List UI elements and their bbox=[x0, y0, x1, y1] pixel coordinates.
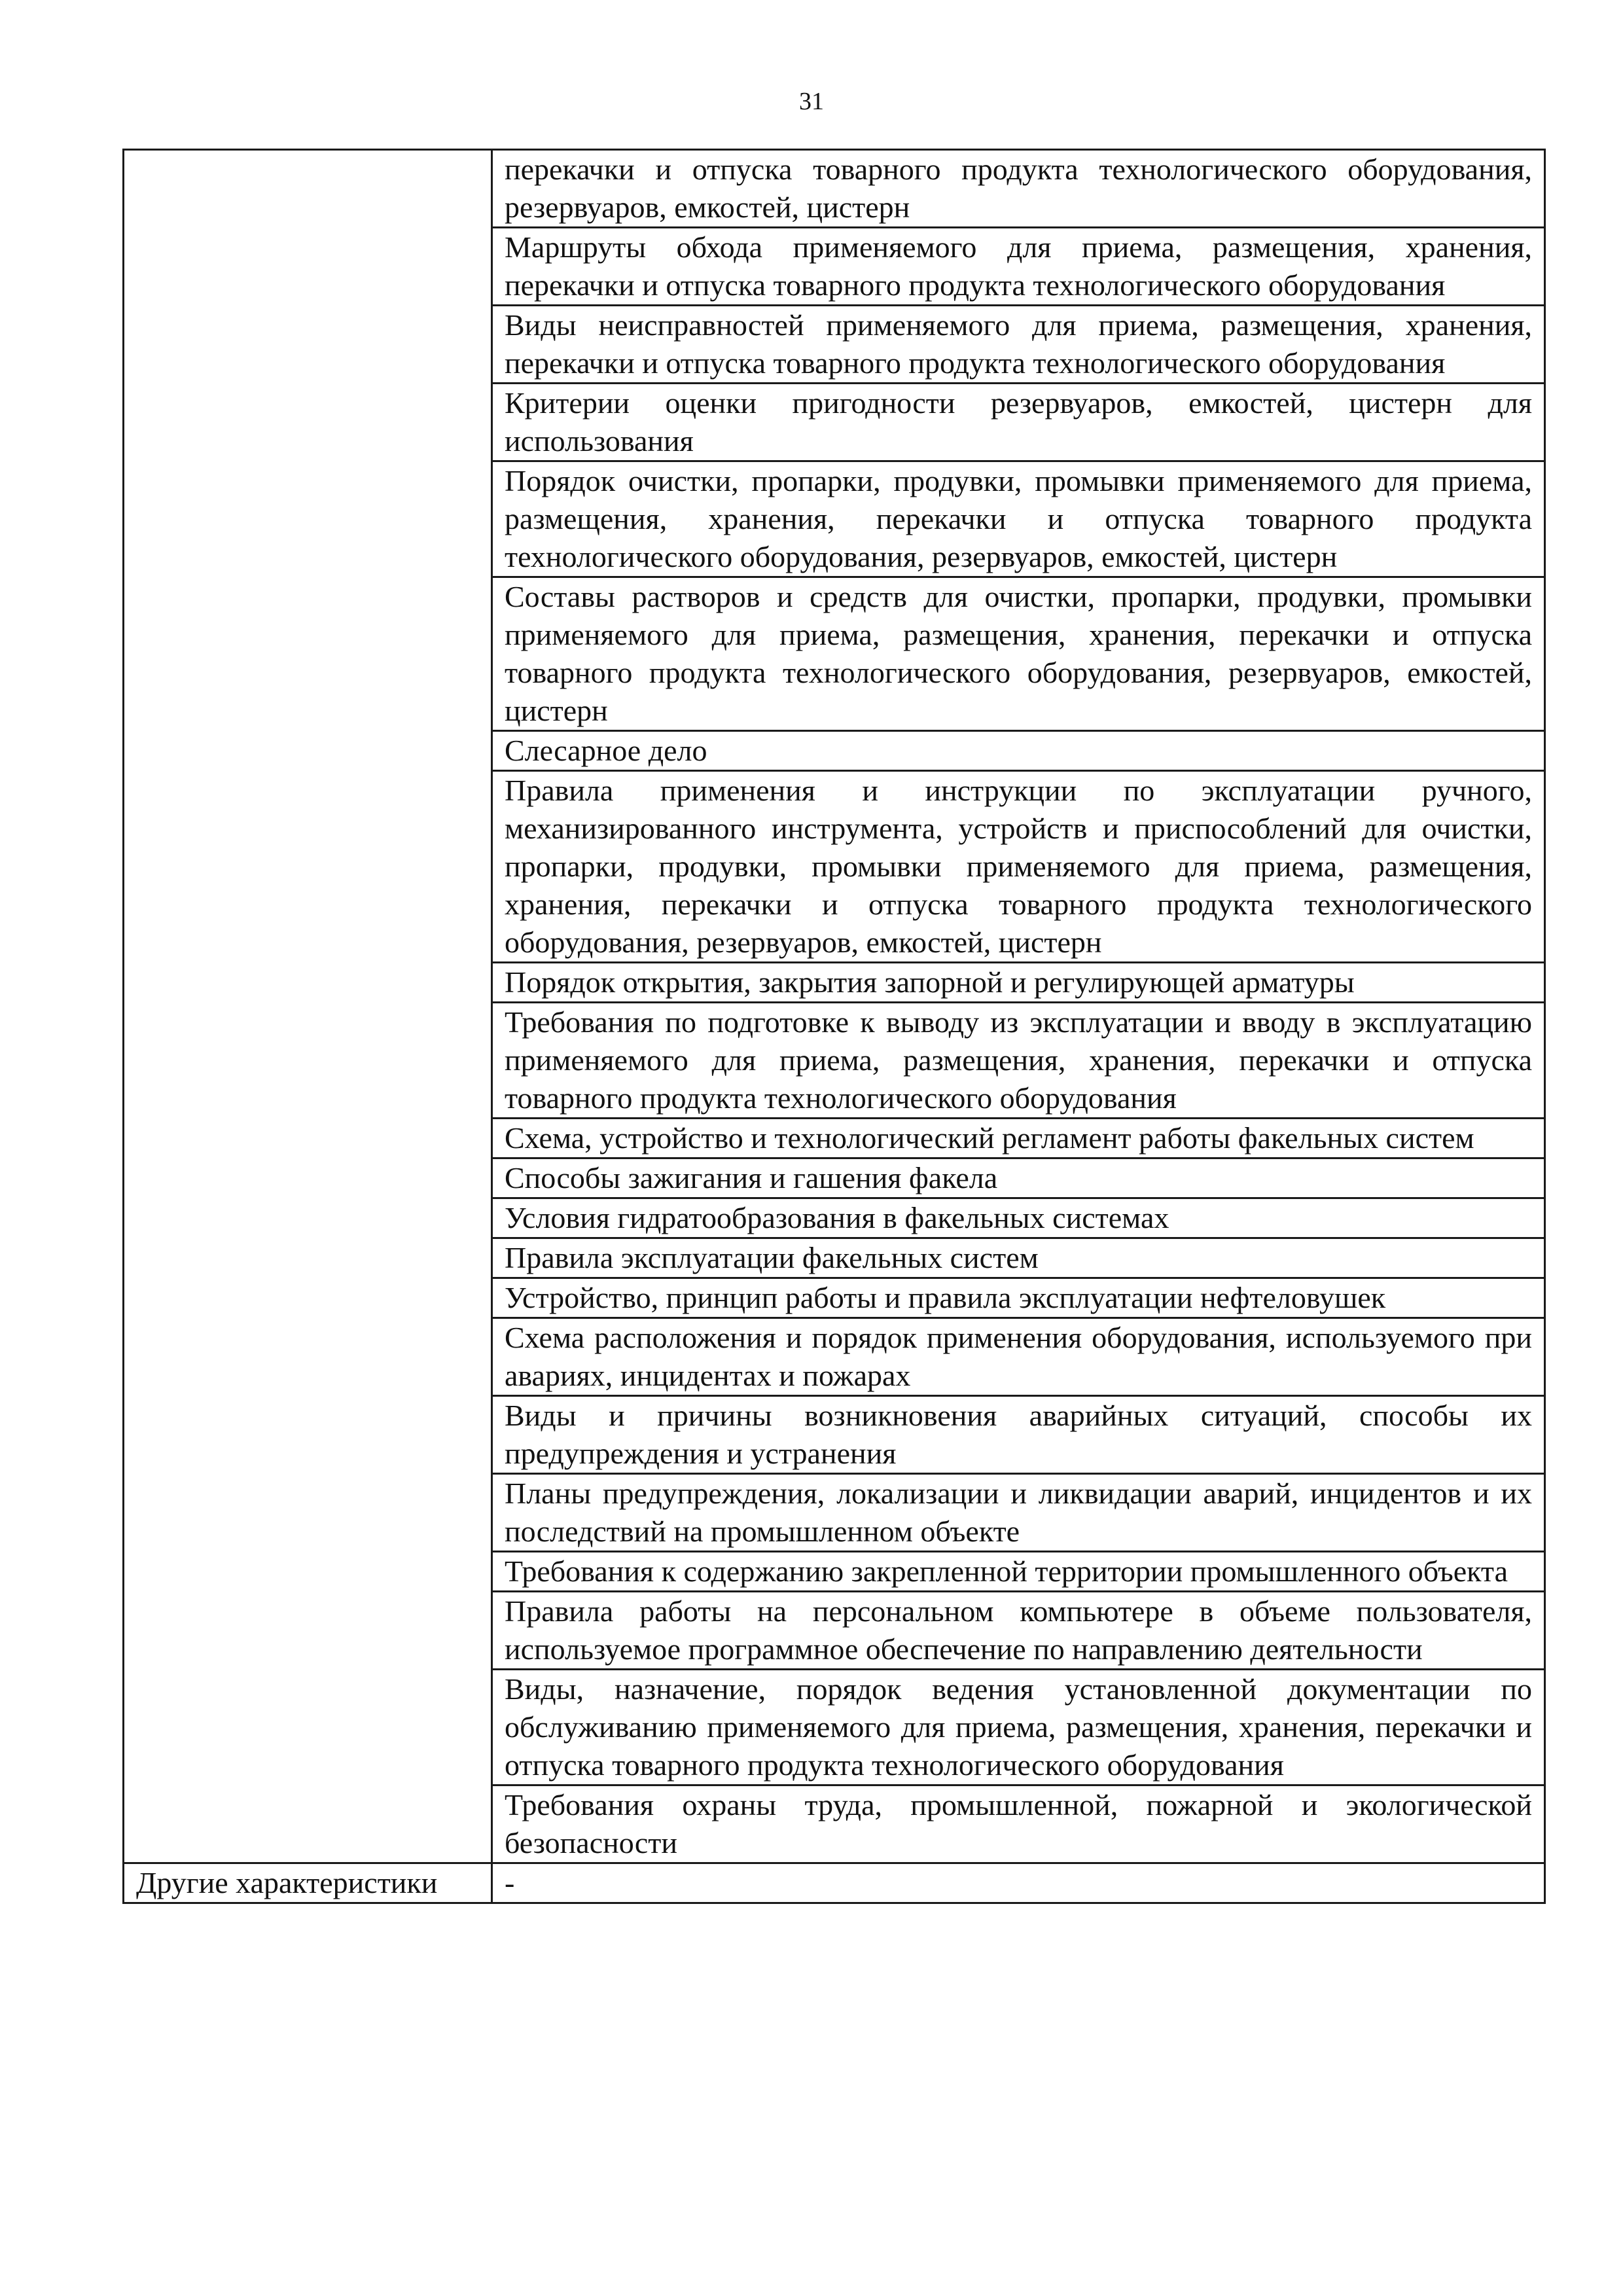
table-cell: Порядок очистки, пропарки, продувки, промывки применяемого для приема, размещения, хранения, перекачки и отпуска товарного продукта технологического оборудования, резервуаров, емкостей, цистерн bbox=[492, 461, 1545, 577]
table-cell: Маршруты обхода применяемого для приема, размещения, хранения, перекачки и отпуска товарного продукта технологического оборудования bbox=[492, 228, 1545, 306]
table-cell: Схема, устройство и технологический регламент работы факельных систем bbox=[492, 1119, 1545, 1158]
table-cell: Критерии оценки пригодности резервуаров, емкостей, цистерн для использования bbox=[492, 384, 1545, 461]
label-cell-empty bbox=[124, 150, 492, 1863]
knowledge-table bbox=[122, 149, 1546, 1904]
other-characteristics-label: Другие характеристики bbox=[124, 1863, 492, 1903]
table-cell: Требования охраны труда, промышленной, пожарной и экологической безопасности bbox=[492, 1785, 1545, 1863]
table-cell: Схема расположения и порядок применения оборудования, используемого при авариях, инцидентах и пожарах bbox=[492, 1318, 1545, 1396]
table-cell: Планы предупреждения, локализации и ликвидации аварий, инцидентов и их последствий на промышленном объекте bbox=[492, 1474, 1545, 1552]
table-cell: Порядок открытия, закрытия запорной и регулирующей арматуры bbox=[492, 963, 1545, 1003]
table-cell: перекачки и отпуска товарного продукта технологического оборудования, резервуаров, емкостей, цистерн bbox=[492, 150, 1545, 228]
table-row bbox=[124, 150, 1545, 228]
table-cell: Виды неисправностей применяемого для приема, размещения, хранения, перекачки и отпуска товарного продукта технологического оборудования bbox=[492, 306, 1545, 384]
table-cell: Правила применения и инструкции по эксплуатации ручного, механизированного инструмента, устройств и приспособлений для очистки, пропарки, продувки, промывки применяемого для приема, размещения, хранения, перекачки и отпуска товарного продукта технологического оборудования, резервуаров, емкостей, цистерн bbox=[492, 771, 1545, 963]
table-cell: Способы зажигания и гашения факела bbox=[492, 1158, 1545, 1198]
table-cell: Виды, назначение, порядок ведения установленной документации по обслуживанию применяемого для приема, размещения, хранения, перекачки и отпуска товарного продукта технологического оборудования bbox=[492, 1670, 1545, 1785]
table-cell: Устройство, принцип работы и правила эксплуатации нефтеловушек bbox=[492, 1278, 1545, 1318]
table-cell: Составы растворов и средств для очистки, пропарки, продувки, промывки применяемого для приема, размещения, хранения, перекачки и отпуска товарного продукта технологического оборудования, резервуаров, емкостей, цистерн bbox=[492, 577, 1545, 731]
table-cell: Виды и причины возникновения аварийных ситуаций, способы их предупреждения и устранения bbox=[492, 1396, 1545, 1474]
table-cell: Слесарное дело bbox=[492, 731, 1545, 771]
table-cell: Правила работы на персональном компьютере в объеме пользователя, используемое программное обеспечение по направлению деятельности bbox=[492, 1592, 1545, 1670]
other-characteristics-value: - bbox=[492, 1863, 1545, 1903]
table-cell: Требования к содержанию закрепленной территории промышленного объекта bbox=[492, 1552, 1545, 1592]
table-cell: Требования по подготовке к выводу из эксплуатации и вводу в эксплуатацию применяемого для приема, размещения, хранения, перекачки и отпуска товарного продукта технологического оборудования bbox=[492, 1003, 1545, 1119]
table-row-other-characteristics bbox=[124, 1863, 1545, 1903]
page-number: 31 bbox=[799, 88, 824, 115]
table-cell: Правила эксплуатации факельных систем bbox=[492, 1238, 1545, 1278]
table-cell: Условия гидратообразования в факельных системах bbox=[492, 1198, 1545, 1238]
